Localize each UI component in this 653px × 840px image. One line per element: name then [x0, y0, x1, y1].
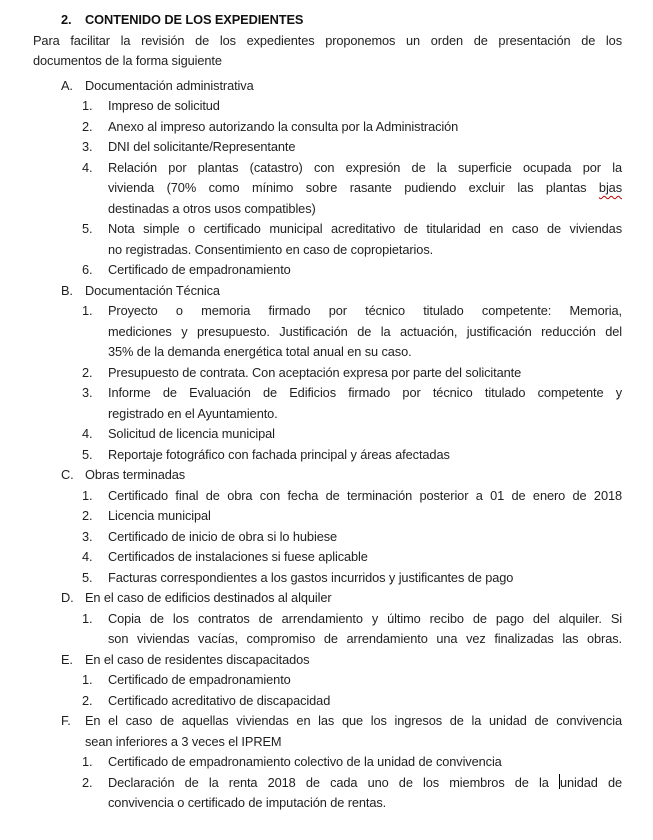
text-line[interactable]: Licencia municipal: [108, 508, 211, 523]
list-item[interactable]: [82, 424, 622, 445]
list-item[interactable]: [82, 547, 622, 568]
text-run[interactable]: Declaración de la renta 2018 de cada uno de los miembros de la: [108, 774, 549, 790]
list-item[interactable]: [82, 383, 622, 424]
list-marker: 5.: [82, 446, 93, 462]
text-line[interactable]: Certificado de empadronamiento colectivo de la unidad de convivencia: [108, 754, 502, 769]
list-marker: 2.: [82, 364, 93, 380]
text-line[interactable]: sean inferiores a 3 veces el IPREM: [85, 733, 282, 749]
list-marker: 1.: [82, 98, 93, 113]
list-item[interactable]: [82, 691, 622, 712]
list-marker: 1.: [82, 487, 93, 503]
text-line[interactable]: Certificado de empadronamiento: [108, 262, 291, 277]
list-marker: 1.: [82, 672, 93, 687]
text-line[interactable]: registrado en el Ayuntamiento.: [108, 405, 278, 421]
list-marker: 1.: [82, 754, 93, 769]
list-marker: 2.: [82, 692, 93, 708]
list-marker: 4.: [82, 426, 93, 441]
text-line[interactable]: Documentación administrativa: [85, 77, 254, 93]
list-marker: 1.: [82, 610, 93, 626]
list-item[interactable]: [82, 445, 622, 466]
list-marker: A.: [61, 77, 73, 93]
text-line[interactable]: Proyecto o memoria firmado por técnico titulado competente: Memoria,: [108, 303, 622, 318]
text-line[interactable]: Certificado de empadronamiento: [108, 672, 291, 687]
text-line[interactable]: Anexo al impreso autorizando la consulta por la Administración: [108, 118, 459, 134]
text-line[interactable]: Impreso de solicitud: [108, 98, 220, 113]
text-run[interactable]: unidad de: [559, 774, 622, 790]
list-marker: 5.: [82, 569, 93, 585]
list-marker: 2.: [61, 12, 72, 27]
section-heading[interactable]: [61, 10, 622, 31]
text-line[interactable]: Informe de Evaluación de Edificios firmado por técnico titulado competente y: [108, 385, 622, 400]
list-marker: D.: [61, 590, 74, 605]
text-line[interactable]: Obras terminadas: [85, 467, 186, 482]
list-item[interactable]: [82, 670, 622, 691]
list-marker: F.: [61, 713, 71, 728]
list-item[interactable]: [82, 260, 622, 281]
list-marker: 1.: [82, 303, 93, 318]
list-marker: 6.: [82, 262, 93, 277]
text-line[interactable]: Certificados de instalaciones si fuese aplicable: [108, 549, 368, 564]
list-marker: E.: [61, 651, 73, 667]
text-line[interactable]: En el caso de edificios destinados al alquiler: [85, 590, 332, 605]
list-item[interactable]: [82, 752, 622, 773]
text-line[interactable]: son viviendas vacías, compromiso de arrendamiento una vez finalizadas las obras.: [108, 631, 622, 646]
text-line[interactable]: destinadas a otros usos compatibles): [108, 200, 316, 216]
text-line[interactable]: Facturas correspondientes a los gastos incurridos y justificantes de pago: [108, 569, 514, 585]
list-item[interactable]: [82, 609, 622, 650]
text-line[interactable]: Copia de los contratos de arrendamiento y último recibo de pago del alquiler. Si: [108, 610, 622, 626]
text-line[interactable]: Certificado de inicio de obra si lo hubiese: [108, 528, 338, 544]
list-marker: 3.: [82, 385, 93, 400]
text-line[interactable]: mediciones y presupuesto. Justificación de la actuación, justificación reducción del: [108, 323, 622, 339]
list-marker: 3.: [82, 139, 93, 154]
text-line[interactable]: Nota simple o certificado municipal acreditativo de titularidad en caso de viviendas: [108, 221, 622, 236]
list-item[interactable]: [82, 568, 622, 589]
text-line[interactable]: Para facilitar la revisión de los expedientes proponemos un orden de presentación de los: [33, 32, 622, 48]
list-marker: 3.: [82, 528, 93, 544]
page-title[interactable]: CONTENIDO DE LOS EXPEDIENTES: [85, 12, 304, 27]
list-item[interactable]: [82, 486, 622, 507]
list-marker: 2.: [82, 774, 93, 790]
text-line[interactable]: En el caso de aquellas viviendas en las que los ingresos de la unidad de convivencia: [85, 713, 622, 728]
list-item[interactable]: [82, 363, 622, 384]
list-marker: B.: [61, 282, 73, 298]
text-line[interactable]: no registradas. Consentimiento en caso de copropietarios.: [108, 241, 434, 257]
list-item[interactable]: [82, 137, 622, 158]
section-a-title[interactable]: [61, 76, 622, 97]
intro-paragraph[interactable]: [33, 31, 622, 72]
list-item[interactable]: [82, 506, 622, 527]
text-line[interactable]: Relación por plantas (catastro) con expresión de la superficie ocupada por la: [108, 159, 622, 175]
list-marker: 2.: [82, 118, 93, 134]
list-item[interactable]: [82, 96, 622, 117]
section-d-title[interactable]: [61, 588, 622, 609]
list-marker: 5.: [82, 221, 93, 236]
text-line[interactable]: documentos de la forma siguiente: [33, 53, 222, 68]
text-line[interactable]: Reportaje fotográfico con fachada principal y áreas afectadas: [108, 446, 450, 462]
text-line[interactable]: En el caso de residentes discapacitados: [85, 651, 310, 667]
list-marker: C.: [61, 467, 74, 482]
section-e-title[interactable]: [61, 650, 622, 671]
text-line[interactable]: 35% de la demanda energética total anual en su caso.: [108, 344, 412, 359]
list-item[interactable]: [82, 117, 622, 138]
list-item[interactable]: [82, 773, 622, 814]
list-item[interactable]: [82, 527, 622, 548]
section-f-title[interactable]: [61, 711, 622, 752]
list-item[interactable]: [82, 219, 622, 260]
list-item[interactable]: [82, 301, 622, 363]
text-line[interactable]: Certificado acreditativo de discapacidad: [108, 692, 331, 708]
section-b-title[interactable]: [61, 281, 622, 302]
text-line[interactable]: Solicitud de licencia municipal: [108, 426, 275, 441]
text-run[interactable]: vivienda (70% como mínimo sobre rasante pudiendo excluir las plantas: [108, 180, 587, 195]
list-item[interactable]: [82, 158, 622, 220]
text-line[interactable]: [108, 773, 622, 794]
list-marker: 4.: [82, 159, 93, 175]
section-c-title[interactable]: [61, 465, 622, 486]
list-marker: 2.: [82, 508, 93, 523]
text-line[interactable]: DNI del solicitante/Representante: [108, 139, 296, 154]
text-line[interactable]: Documentación Técnica: [85, 282, 220, 298]
text-line[interactable]: Presupuesto de contrata. Con aceptación expresa por parte del solicitante: [108, 364, 522, 380]
text-line[interactable]: convivencia o certificado de imputación de rentas.: [108, 795, 387, 810]
list-marker: 4.: [82, 549, 93, 564]
misspelled-word[interactable]: bjas: [598, 180, 622, 195]
text-line[interactable]: Certificado final de obra con fecha de terminación posterior a 01 de enero de 2018: [108, 487, 622, 503]
text-line[interactable]: [108, 178, 622, 199]
